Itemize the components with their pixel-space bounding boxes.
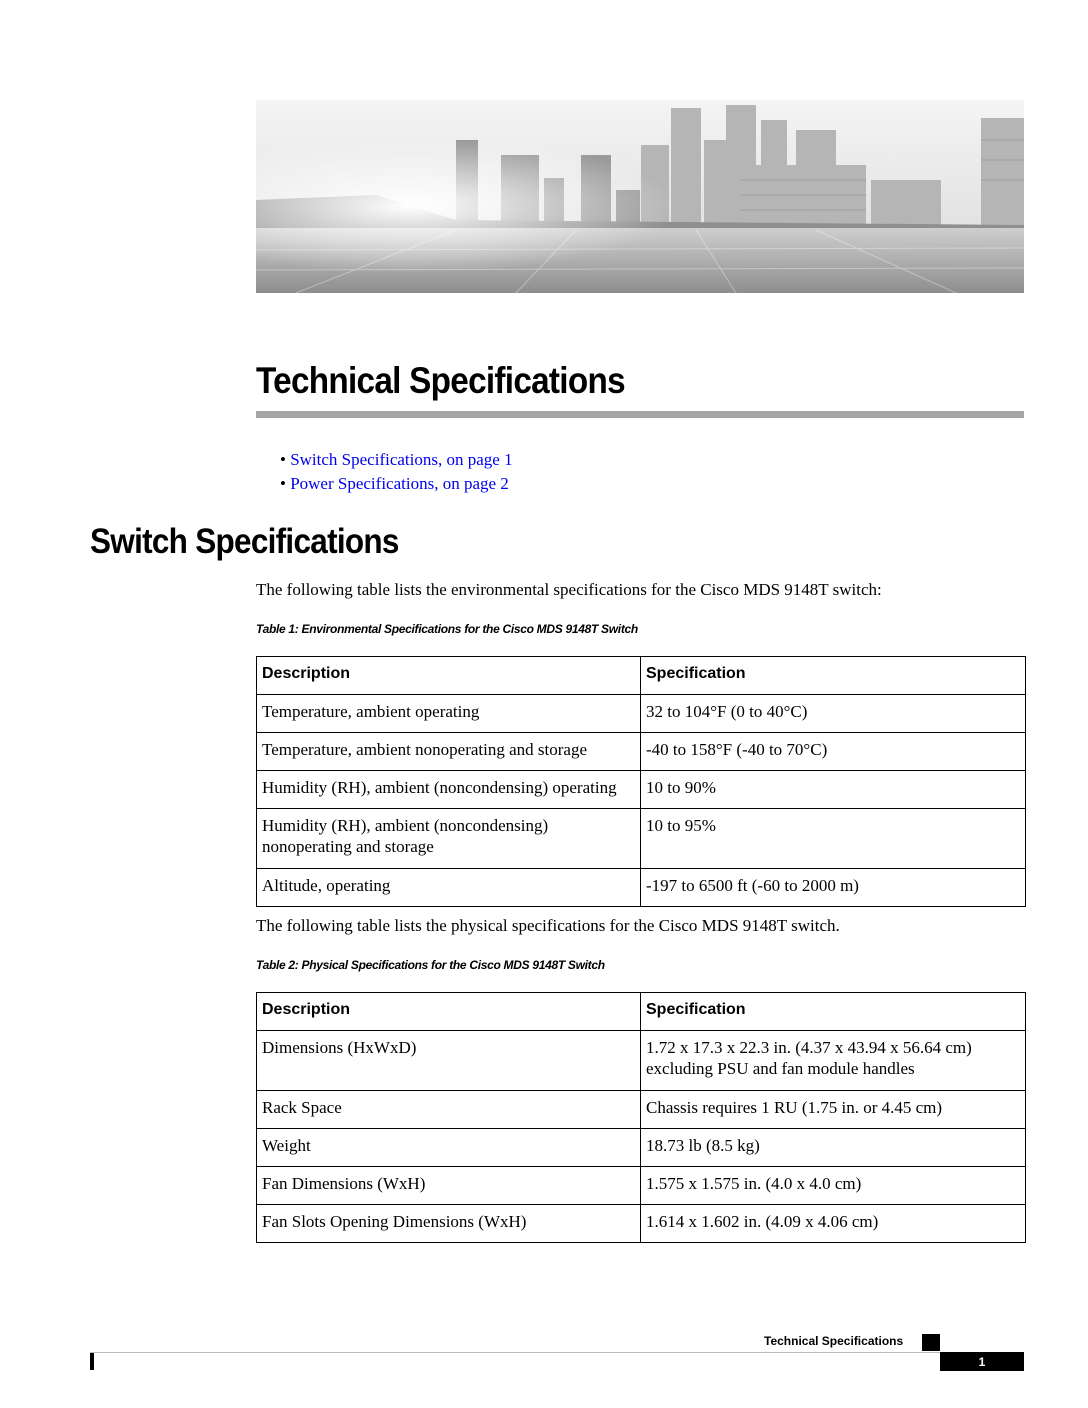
cell-specification: -40 to 158°F (-40 to 70°C)	[641, 733, 1026, 771]
table-row	[257, 1129, 1026, 1167]
cell-description: Weight	[257, 1129, 641, 1167]
cell-description: Temperature, ambient operating	[257, 695, 641, 733]
table-row	[257, 1031, 1026, 1091]
table-row	[257, 695, 1026, 733]
toc-list	[280, 448, 513, 496]
cell-description: Dimensions (HxWxD)	[257, 1031, 641, 1091]
table-header-row	[257, 657, 1026, 695]
cell-description: Temperature, ambient nonoperating and storage	[257, 733, 641, 771]
bullet: •	[280, 450, 286, 469]
header-specification: Specification	[641, 993, 1026, 1031]
table-row	[257, 733, 1026, 771]
header-description: Description	[257, 657, 641, 695]
cell-description: Humidity (RH), ambient (noncondensing) nonoperating and storage	[257, 809, 641, 869]
chapter-title: Technical Specifications	[256, 360, 625, 401]
environmental-spec-table	[256, 656, 1026, 907]
toc-item	[280, 472, 513, 496]
table-row	[257, 1205, 1026, 1243]
cell-specification: 10 to 95%	[641, 809, 1026, 869]
footer-chapter-label: Technical Specifications	[764, 1334, 904, 1348]
cell-specification: Chassis requires 1 RU (1.75 in. or 4.45 cm)	[641, 1091, 1026, 1129]
phys-table-caption: Table 2: Physical Specifications for the Cisco MDS 9148T Switch	[256, 958, 605, 972]
toc-link-power-specifications[interactable]: Power Specifications, on page 2	[290, 474, 509, 493]
table-row	[257, 1167, 1026, 1205]
table-row	[257, 869, 1026, 907]
header-specification: Specification	[641, 657, 1026, 695]
cell-specification: 32 to 104°F (0 to 40°C)	[641, 695, 1026, 733]
cell-specification: -197 to 6500 ft (-60 to 2000 m)	[641, 869, 1026, 907]
cell-description: Rack Space	[257, 1091, 641, 1129]
cell-specification: 10 to 90%	[641, 771, 1026, 809]
cell-specification: 1.614 x 1.602 in. (4.09 x 4.06 cm)	[641, 1205, 1026, 1243]
table-row	[257, 1091, 1026, 1129]
cell-specification: 18.73 lb (8.5 kg)	[641, 1129, 1026, 1167]
footer-marker	[922, 1334, 940, 1351]
header-description: Description	[257, 993, 641, 1031]
page-number: 1	[940, 1352, 1024, 1371]
env-table-caption: Table 1: Environmental Specifications for the Cisco MDS 9148T Switch	[256, 622, 638, 636]
footer-rule	[90, 1352, 940, 1353]
title-rule	[256, 411, 1024, 418]
bullet: •	[280, 474, 286, 493]
footer-left-marker	[90, 1353, 94, 1370]
banner-image	[256, 100, 1024, 293]
table-row	[257, 771, 1026, 809]
table-row	[257, 809, 1026, 869]
toc-item	[280, 448, 513, 472]
env-intro-text: The following table lists the environmental specifications for the Cisco MDS 9148T switch:	[256, 580, 882, 599]
toc-link-switch-specifications[interactable]: Switch Specifications, on page 1	[290, 450, 513, 469]
cell-specification: 1.575 x 1.575 in. (4.0 x 4.0 cm)	[641, 1167, 1026, 1205]
cell-description: Humidity (RH), ambient (noncondensing) operating	[257, 771, 641, 809]
table-header-row	[257, 993, 1026, 1031]
cell-specification: 1.72 x 17.3 x 22.3 in. (4.37 x 43.94 x 56.64 cm) excluding PSU and fan module handles	[641, 1031, 1026, 1091]
section-title: Switch Specifications	[90, 522, 399, 561]
phys-intro-text: The following table lists the physical specifications for the Cisco MDS 9148T switch.	[256, 916, 840, 935]
cell-description: Fan Dimensions (WxH)	[257, 1167, 641, 1205]
physical-spec-table	[256, 992, 1026, 1243]
cell-description: Fan Slots Opening Dimensions (WxH)	[257, 1205, 641, 1243]
cell-description: Altitude, operating	[257, 869, 641, 907]
